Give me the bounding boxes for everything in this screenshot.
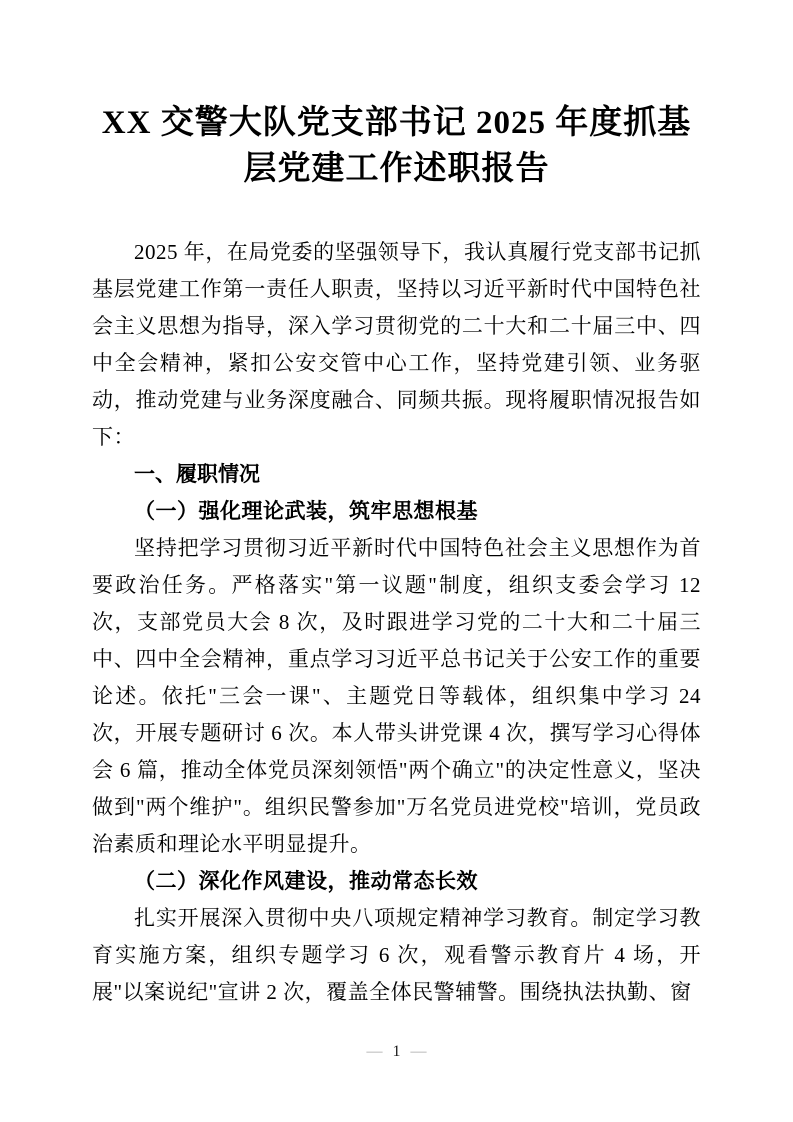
subsection-body-theory: 坚持把学习贯彻习近平新时代中国特色社会主义思想作为首要政治任务。严格落实"第一议题"制度，组织支委会学习 12 次，支部党员大会 8 次，及时跟进学习党的二十大和二十届三中、四中全会精神，重点学习习近平总书记关于公安工作的重要论述。依托"三会一课"、主题党日等载体，组织集中学习 24 次，开展专题研讨 6 次。本人带头讲党课 4 次，撰写学习心得体会 6 篇，推动全体党员深刻领悟"两个确立"的决定性意义，坚决做到"两个维护"。组织民警参加"万名党员进党校"培训，党员政治素质和理论水平明显提升。 [92, 536, 701, 856]
subsection-heading-theory: （一）强化理论武装，筑牢思想根基 [134, 499, 478, 523]
footer-dash-left: — [366, 1043, 383, 1060]
subsection-heading-workstyle: （二）深化作风建设，推动常态长效 [134, 869, 478, 893]
intro-paragraph: 2025 年，在局党委的坚强领导下，我认真履行党支部书记抓基层党建工作第一责任人职责，坚持以习近平新时代中国特色社会主义思想为指导，深入学习贯彻党的二十大和二十届三中、四中全会精神，紧扣公安交管中心工作，坚持党建引领、业务驱动，推动党建与业务深度融合、同频共振。现将履职情况报告如下： [92, 240, 701, 449]
page-footer [0, 1042, 793, 1062]
document-title: XX 交警大队党支部书记 2025 年度抓基层党建工作述职报告 [101, 105, 692, 187]
page-number: 1 [392, 1043, 401, 1060]
section-heading-performance: 一、履职情况 [134, 463, 260, 486]
subsection-body-workstyle: 扎实开展深入贯彻中央八项规定精神学习教育。制定学习教育实施方案，组织专题学习 6 次，观看警示教育片 4 场，开展"以案说纪"宣讲 2 次，覆盖全体民警辅警。围绕执法执勤、窗 [92, 906, 701, 1004]
footer-dash-right: — [410, 1043, 427, 1060]
